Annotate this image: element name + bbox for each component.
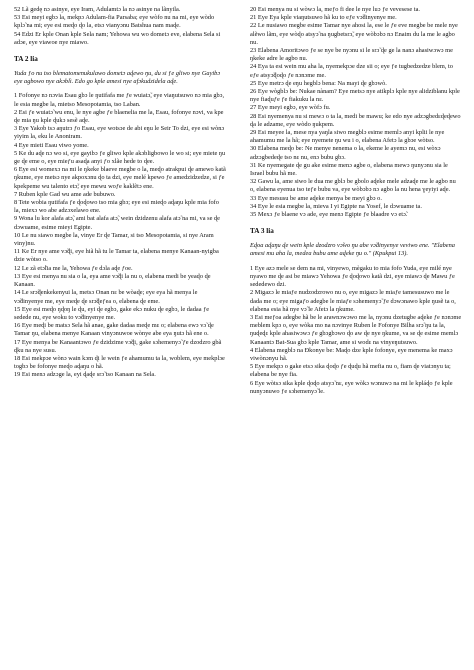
- verse-paragraph: 6 Eye wòtsɔ sika kple ɖoɖo atsyɔ̃ nɛ, eye wòkɔ wɔnuwɔ na mi le kpláɖo ƒe kple nunyɔnuwo ƒe sɔhemenyɔ̃ le.: [250, 379, 453, 395]
- verse-paragraph: 16 Eye meɖi be matsɔ Sela hã anae, gake dadaa meɖe mɛ o; elabena ewɔ vɔ̃ ɖe Tamar ŋu, elabena menye Kanaan vinyɔnuwoe wònye abe eya ŋutɔ hã ene o.: [14, 322, 214, 338]
- verse-paragraph: 24 Eya ta esi wein mu aha la, nyemekpɔe dze sii o; eye ƒe tugbedzedze blem, to eƒe atsyɔ̃ɖoɖo ƒe nɔnɔme me.: [250, 63, 453, 79]
- verse-paragraph: 19 Esi menɔ adzɔge la, eyi ɖaɖe srɔ̃ tso Kanaan na Sela.: [14, 371, 156, 379]
- verse-paragraph: 21 Eye Eya kple viaŋutsuwo hã ku to eƒe vɔ̃dinyenye me.: [250, 14, 397, 22]
- verse-paragraph: 8 Tete wobia ŋutifafa ƒe ɖoɖowo tso mia gbɔ; eye esi mieɖo aɖaŋu kple mia fofo la, miexɔ wo abe adzɔxelawo ene.: [14, 199, 219, 215]
- left-column: [14, 6, 226, 380]
- verse-paragraph: 10 Le nu siawo megbe la, vinye Er ɖe Tamar, si tso Mesopotamia, si nye Aram viny)nu.: [14, 231, 214, 248]
- verse-paragraph: 1 Fofonye nɔ nɔvia Esau gbɔ le ŋutifafa me ƒe wuiatɔ̃, eye viaŋutsuwo nɔ mia gbɔ, le esia megbe la, mietso Mesopotamia, tso Laban.: [14, 92, 225, 108]
- verse-paragraph: 25 Eye metrɔ ɖe eŋu hegblɔ bena: Na mayi ɖe gbɔwò.: [250, 79, 387, 87]
- verse-paragraph: 4 Eye mieti Esau viwo yome.: [14, 141, 89, 149]
- verse-paragraph: 23 Elabena Amoritɔwo ƒe se nye be nyɔnu si le srɔ̃ ɖe ge la nanɔ ahasiwɔwɔ me ŋkeke adre le agbo nu.: [250, 47, 453, 63]
- verse-paragraph: 53 Esi meyi egbɔ la, mekpɔ Adulam-fia Parsaba; eye wòfo nu na mi, eye wòdo kplɔ̃ na mi; eye esi meɖo ɖo la, etsɔ vianyɔnu Batshua nam maɖe.: [14, 14, 215, 30]
- verse-paragraph: 54 Edzi Er kple Onan kple Sela nam; Yehowa wu wo dometɔ eve, elabena Sela si adɔe, eye viawoe nye miawo.: [14, 30, 221, 46]
- verse-paragraph: 31 Ke nyemegate ɖe gu ake esime menɔ agbe o, elabena mewɔ ŋunyɔnu sia le Israel bubu hã me.: [250, 161, 448, 178]
- verse-paragraph: 29 Esi meyee la, mese nya yaŋla siwo megblɔ esime memlɔ anyi kplii le nye ahamumu me la hã; eye nyemete ŋu wu i o, elabena Afetɔ la gbɔe wòtso.: [250, 129, 445, 145]
- verse-paragraph: 2 Migazɔ le miaƒe nudzodzrowo nu o, eye migazɔ le miaƒe tamesusuwo me le dada me o; eye migaƒo adegbe le miaƒe sɔhemenyɔ̃ ƒe dɔwɔnawo kple ŋusẽ ta o, elabena esia hã nye vɔ̃ le Afetɔ la ŋkume.: [250, 289, 456, 313]
- verse-paragraph: 20 Esi menya nu si wòwɔ la, meƒo fi dee le nye luɔ ƒe vevesese ta.: [250, 6, 420, 13]
- verse-paragraph: 6 Eye esi womexɔ na mi le ŋkeke blaeve megbe o la, meɖo atrakpui ɖe amewo katã ŋkume, eye metsɔ nye akpoxɔnu ɖo ta dzi, eye melé kpewo ƒe amedzidzedze, si ƒe kpekpeme wu talento etɔ̃; eye mewu woƒe kaklẽtɔ ene.: [14, 166, 226, 190]
- verse-paragraph: 7 Ruben kple Gad wu ame ade bubuwo.: [14, 190, 116, 198]
- verse-paragraph: 27 Eye meyi egbɔ, eye wòfɔ fu.: [250, 104, 331, 112]
- verse-paragraph: 3 Eye Yakob tsɔ aŋutrɔ ƒo Esau, eye wotsɔe de abi eŋu le Seir To dzi, eye esi wònɔ yiyim la, eku le Anoniram.: [14, 125, 225, 141]
- verse-paragraph: 9 Wona lu kor alafa atɔ̃, ami bat alafa atɔ̃, wein dzidzenu alafa atɔ̃ na mi, va se ɖe dɔwuame, esime mieyi Egipte.: [14, 215, 220, 231]
- verse-paragraph: 12 Le zã etɔ̃lia me la, Yehowa ƒe dɔla aɖe ƒoe.: [14, 264, 133, 272]
- verse-paragraph: 1 Eye azɔ mele se dem na mi, vinyewo, mègaku to mia fofo Yuda, eye milé nye nyawo me ɖe asi be miawɔ Yehowa ƒe ɖoɖowo katã dzi, eye miawɔ ɖe Mawu ƒe sededewo dzi.: [250, 264, 455, 289]
- verse-paragraph: 5 Eye mekpɔ o gake etsɔ sika ɖoɖo ƒe ɖuɖu hã mefia nu o, fiam ɖe viatɔnyu ta; elabena be nye fia.: [250, 363, 451, 379]
- chapter-heading: TA 2 lia: [14, 55, 38, 64]
- verse-paragraph: 17 Eye menya be Kanaantɔwo ƒe dzidzime vɔ̃ɖi, gake sɔhemenyɔ̃ ƒe dzodzro gbã ɖku na nye susu.: [14, 338, 222, 354]
- verse-paragraph: 3 Esi meƒoa adegbe hã be le arawnɔwɔwo me la, nyɔnu dzetugbe aɖeke ƒe nɔnɔme meblem kpɔ o, eye wòka mo na nɔvinye Ruben le Fofonye Bilha srɔ̃ ŋu ta la, ŋuɖeɖɛ kple ahasiwɔwɔ ƒe gbɔgbɔwo ɖo aw ɖe nye ŋkume, va se ɖe esime memlɔ Kanaantɔ Bat-Sua gbɔ kple Tamar, ame si wodɛ na vinyeŋutsuwo.: [250, 313, 462, 346]
- right-verses: [250, 265, 462, 396]
- right-column: [250, 6, 462, 396]
- verse-paragraph: 52 Lã gedę nɔ asinye, eye Iram, Adulamtɔ la nɔ asinye na lãnyila.: [14, 6, 181, 13]
- chapter-intro: Yuda ƒo nu tso blematomenukulawo dometɔ aɖewo ŋu, du si ƒe gliwo nye Gayibɔ eye agbowo nye akɔblì. Edo go kple amesi nye afɔkudzidela aɖe.: [14, 70, 221, 86]
- verse-paragraph: 32 Gawu la, ame siwo le dua me gblɔ be gbolo aɖeke mele adzaɖe me le agbo nu o, elabena eyenua tso teƒe bubu va, eye wòbɔbɔ nɔ agbo la nu hena ɣeyiyi aɖe.: [250, 178, 456, 194]
- verse-paragraph: 33 Eye mesusu be ame aɖeke menya be meyi gbɔ o.: [250, 194, 382, 202]
- verse-paragraph: 13 Eye esi menya nu sia o la, eya ame vɔ̃ɖi la nu o, elabena medi be yeaɖo ɖe Kanaan.: [14, 272, 211, 289]
- chapter-intro: Eɖoa aɖaŋu ɖe wein kple dzodzro vɔ̃wo ŋu abe vɔ̃dinyenye veviwo ene. "Elabena amesi mu aha la, medea bubu ame aɖeke ŋu o." (Kpukpui 13).: [250, 242, 455, 258]
- verse-paragraph: 15 Eye esi meɖo ŋɖoŋ le ɖu, eyi ɖe egbɔ, gake ekɔ nuku ɖe egbɔ, le dadaa ƒe sedede nu, eye woku to vɔ̃dinyenye me.: [14, 305, 210, 321]
- verse-paragraph: 5 Ke du aɖe nɔ wo si, eye gayibɔ ƒe gliwo kple akɔbligbowo le wo si; eye miete ŋu ge ɖe eme o, eye mieƒu asaɖa anyi ƒo xlãe hede to ɖee.: [14, 149, 226, 166]
- verse-paragraph: 26 Eye wògblɔ be: Nukae nànam? Eye metsɔ nye atikplɔ kple nye alidziblanu kple nye fiaɖuƒe ƒe fiakuku la nɛ.: [250, 88, 460, 104]
- verse-paragraph: 34 Eye le esia megbe la, mieva I yi Egipte na Yosef, le dɔwuame ta.: [250, 202, 422, 210]
- left-verses: [14, 92, 226, 379]
- document-page: [14, 6, 466, 666]
- verse-paragraph: 35 Mexɔ ƒe blaene vɔ ade, eye menɔ Egipte ƒe blaadre vɔ etɔ̃.: [250, 211, 408, 219]
- verse-paragraph: 18 Esi mekpɔe wònɔ wain kɔm ɖi le wein ƒe ahamumu ta la, woblem, eye mekplɔe togbɔ be fofonye meɖo aɖaŋu o hã.: [14, 354, 225, 371]
- left-top-section: [14, 6, 226, 47]
- verse-paragraph: 11 Ke Er nye ame vɔ̃ɖi, eye hiã hã tu le Tamar ta, elabena menye Kanaan-nyigba dzie wòtso o.: [14, 248, 219, 264]
- verse-paragraph: 4 Elabena megblɔ na Ɖkonye be: Maɖo dze kple fofonye, eye menema ke maxɔ viwònɔnyu hã.: [250, 346, 453, 362]
- verse-paragraph: 30 Elabena meɖo be: Ne menye nenema o la, ekeme le ayemɔ nu, esi wòxɔ adzɔgbedeɖe tso nɛ nu, enɔ bubu gbɔ.: [250, 145, 441, 161]
- right-top-section: [250, 6, 462, 219]
- verse-paragraph: 22 Le nusiawo megbe esime Tamar nye ahosi la, ese le ƒe eve megbe be mele nye alẽwo lãm, eye wòɖo atsyɔ̃ na ŋugbetsrɔ̃, eye wòbɔbɔ nɔ Enaim du la me le agbo nu.: [250, 22, 458, 46]
- verse-paragraph: 28 Esi nyemenya nu si mewɔ o ta la, medi be mawu; ke edo nye adzɔgbedɛɖeɖewo ɖa le adzame, eye wòdo ŋukpem.: [250, 112, 461, 128]
- verse-paragraph: 2 Esi ƒe wuiatɔ̃ wu enu, le nye agbe ƒe blaenelia me la, Esau, fofonye nɔvi, va kpe ɖe mia ŋu kple ɖukɔ sesẽ aɖe.: [14, 108, 224, 125]
- verse-paragraph: 14 Le srɔ̃ɖenkekenyui la, metsɔ Onan nɛ be wòaɖe; eye eya hã menya le vɔ̃dinyenye me, eye meɖe ɖe srɔ̃ɖeƒea o, elabena ɖe eme.: [14, 289, 198, 305]
- chapter-heading: TA 3 lia: [250, 227, 274, 236]
